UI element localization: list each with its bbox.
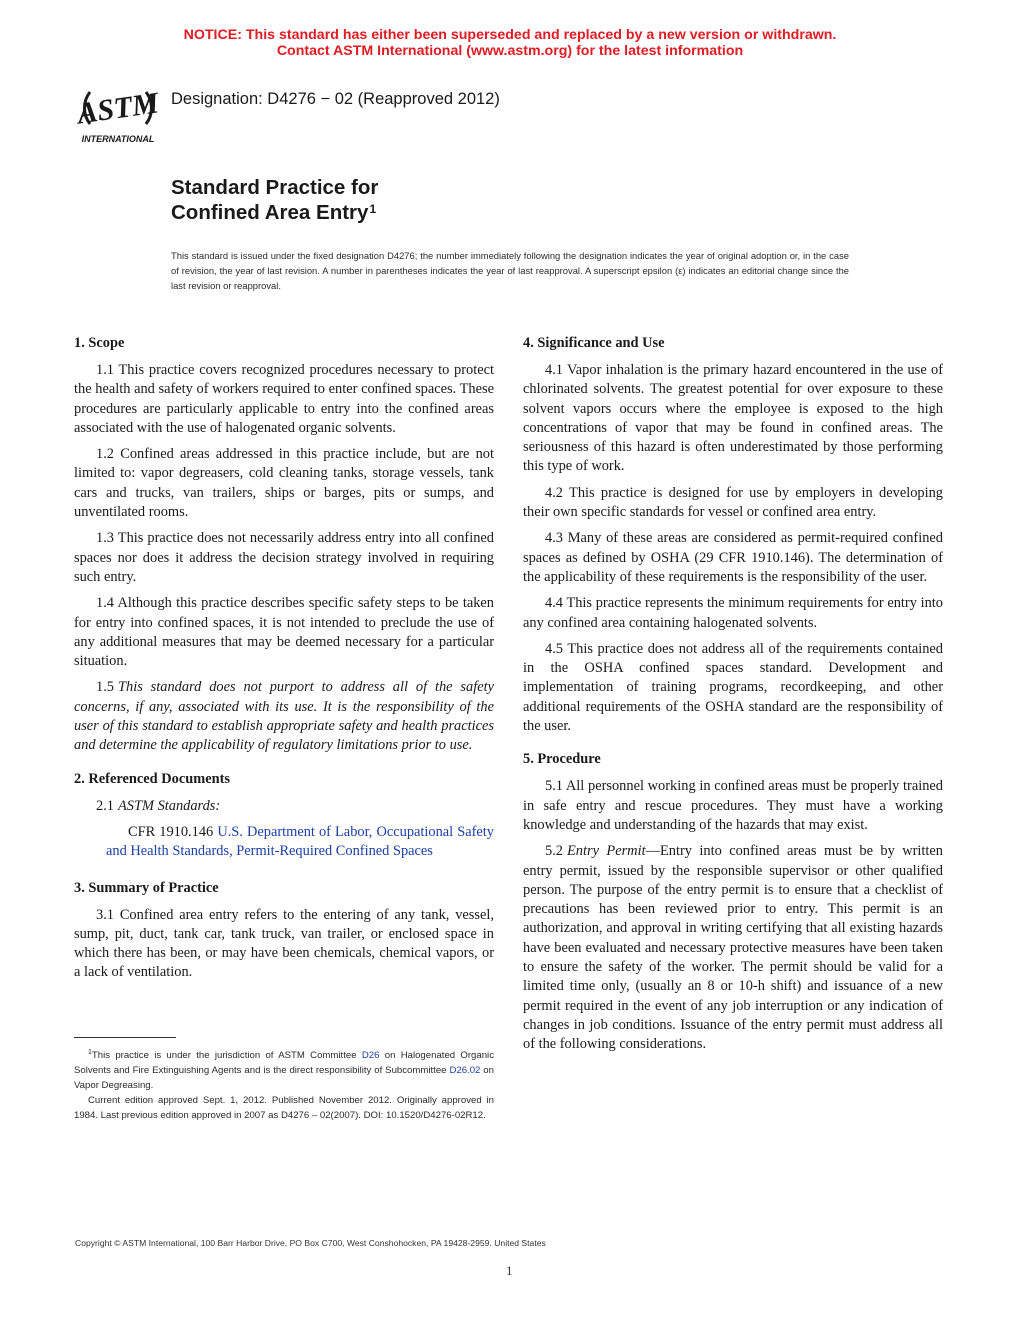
designation: Designation: D4276 − 02 (Reapproved 2012): [171, 90, 500, 108]
footnote-1-text-c: on Vapor Degreasing.: [74, 1065, 494, 1092]
supersession-notice: [0, 27, 1020, 59]
reference-code: CFR 1910.146: [128, 823, 214, 840]
footnote-1-text-a: This practice is under the jurisdiction of ASTM Committee: [91, 1050, 362, 1062]
paragraph-1-1: 1.1 This practice covers recognized procedures necessary to protect the health and safety of workers required to enter confined spaces. These procedures are particularly applicable to entry into the confined areas associated with the use of halogenated organic solvents.: [74, 362, 494, 436]
logo-subtext: INTERNATIONAL: [81, 134, 155, 144]
paragraph-5-2-text: —Entry into confined areas must be by written entry permit, issued by the responsible supervisor or other qualified person. The purpose of the entry permit is to ensure that a checklist of precautions has been reviewed prior to entry. This permit is an authorization, and approval in writing certifying that all existing hazards have been evaluated and necessary protective measures have been taken to ensure the safety of the worker. The permit should be valid for a limited time only, (usually an 8 or 10-h shift) and issuance of a new permit required in the event of any job interruption or any indication of changes in job conditions. Issuance of the entry permit must address all of the following considerations.: [523, 843, 943, 1053]
paragraph-2-1: [74, 797, 494, 816]
footnote-1-mark: 1: [88, 1049, 92, 1056]
paragraph-3-1: 3.1 Confined area entry refers to the entering of any tank, vessel, sump, pit, duct, tank car, tank truck, van trailer, or enclosed space in which there has been, or may have been chemicals, chemical vapors, or a lack of ventilation.: [74, 906, 494, 981]
paragraph-5-1: 5.1 All personnel working in confined areas must be properly trained in safe entry and rescue procedures. They must have a working knowledge and understanding of the hazards that may exist.: [523, 778, 943, 833]
paragraph-1-3: 1.3 This practice does not necessarily address entry into all confined spaces nor does it address the decision strategy involved in requiring such entry.: [74, 530, 494, 585]
paragraph-1-5: [74, 678, 494, 755]
footnotes: [74, 1045, 494, 1123]
title-line-1: Standard Practice for: [171, 176, 379, 199]
page-number: 1: [506, 1263, 513, 1278]
footnote-1: [74, 1045, 494, 1093]
issued-note: This standard is issued under the fixed designation D4276; the number immediately following the designation indicates the year of original adoption or, in the case of revision, the year of last revision. A number in parentheses indicates the year of last reapproval. A superscript epsilon (ε) indicates an editorial change since the last revision or reapproval.: [171, 250, 849, 291]
footnote-2: Current edition approved Sept. 1, 2012. Published November 2012. Originally approved in 1984. Last previous edition approved in 2007 as D4276 – 02(2007). DOI: 10.1520/D4276-02R12.: [74, 1095, 494, 1122]
paragraph-1-2: 1.2 Confined areas addressed in this practice include, but are not limited to: vapor degreasers, cold cleaning tanks, storage vessels, tank cars and trucks, van trailers, ships or barges, pits or sumps, and unventilated rooms.: [74, 446, 494, 521]
right-column: [523, 332, 943, 1062]
footnote-link-d26[interactable]: D26: [361, 1050, 380, 1062]
paragraph-4-5: 4.5 This practice does not address all of the requirements contained in the OSHA confined spaces standard. Development and implementation of training programs, recordkeeping, and other additional requirements of the OSHA standard are the responsibility of the user.: [523, 640, 943, 735]
paragraph-4-4: 4.4 This practice represents the minimum requirements for entry into any confined area containing halogenated solvents.: [523, 595, 943, 631]
paragraph-5-2-number: 5.2: [545, 843, 563, 860]
copyright: Copyright © ASTM International, 100 Barr Harbor Drive, PO Box C700, West Conshohocken, PA 19428-2959. United States: [75, 1238, 546, 1248]
logo-letters: ASTM: [75, 86, 161, 131]
title-line-2-text: Confined Area Entry: [171, 201, 369, 224]
left-column: [74, 332, 494, 990]
paragraph-4-2: 4.2 This practice is designed for use by employers in developing their own specific standards for vessel or confined area entry.: [523, 484, 943, 521]
footnote-divider: [74, 1037, 176, 1038]
paragraph-5-2-term: Entry Permit: [567, 843, 646, 860]
footnote-1-text-b: on Halogenated Organic Solvents and Fire Extinguishing Agents and is the direct responsibility of Subcommittee: [74, 1050, 494, 1077]
paragraph-4-3: 4.3 Many of these areas are considered as permit-required confined spaces as defined by OSHA (29 CFR 1910.146). The determination of the applicability of these requirements is the responsibility of the user.: [523, 530, 943, 585]
title-line-2: [171, 200, 378, 225]
section-heading-procedure: 5. Procedure: [523, 751, 601, 768]
paragraph-1-5-number: 1.5: [96, 679, 114, 696]
paragraph-1-5-text: This standard does not purport to address all of the safety concerns, if any, associated with its use. It is the responsibility of the user of this standard to establish appropriate safety and health practices and determine the applicability of regulatory limitations prior to use.: [74, 679, 494, 754]
footnote-link-d26-02[interactable]: D26.02: [449, 1065, 481, 1077]
section-heading-summary: 3. Summary of Practice: [74, 879, 219, 896]
paragraph-4-1: 4.1 Vapor inhalation is the primary hazard encountered in the use of chlorinated solvents. The greatest potential for over exposure to these solvent vapors occurs where the employee is exposed to the high concentrations of vapor that may be found in confined areas. The seriousness of this hazard is often underestimated by those performing this type of work.: [523, 362, 943, 475]
title-footnote-mark: 1: [369, 202, 377, 216]
reference-item: [74, 823, 494, 862]
section-heading-scope: 1. Scope: [74, 335, 125, 351]
paragraph-5-2: [523, 842, 943, 1054]
document-title: [171, 175, 378, 225]
section-heading-referenced-documents: 2. Referenced Documents: [74, 770, 230, 787]
paragraph-2-1-text: ASTM Standards:: [118, 797, 221, 814]
reference-link[interactable]: U.S. Department of Labor, Occupational Safety and Health Standards, Permit-Required Confined Spaces: [106, 823, 495, 860]
astm-logo-icon: [74, 74, 162, 146]
section-heading-significance: 4. Significance and Use: [523, 335, 665, 351]
notice-line-1: NOTICE: This standard has either been superseded and replaced by a new version or withdrawn.: [183, 27, 837, 43]
paragraph-1-4: 1.4 Although this practice describes specific safety steps to be taken for entry into confined spaces, it is not intended to preclude the use of any additional measures that may be deemed necessary for a particular situation.: [74, 595, 494, 670]
paragraph-2-1-number: 2.1: [96, 797, 114, 814]
notice-line-2: Contact ASTM International (www.astm.org) for the latest information: [276, 43, 744, 59]
